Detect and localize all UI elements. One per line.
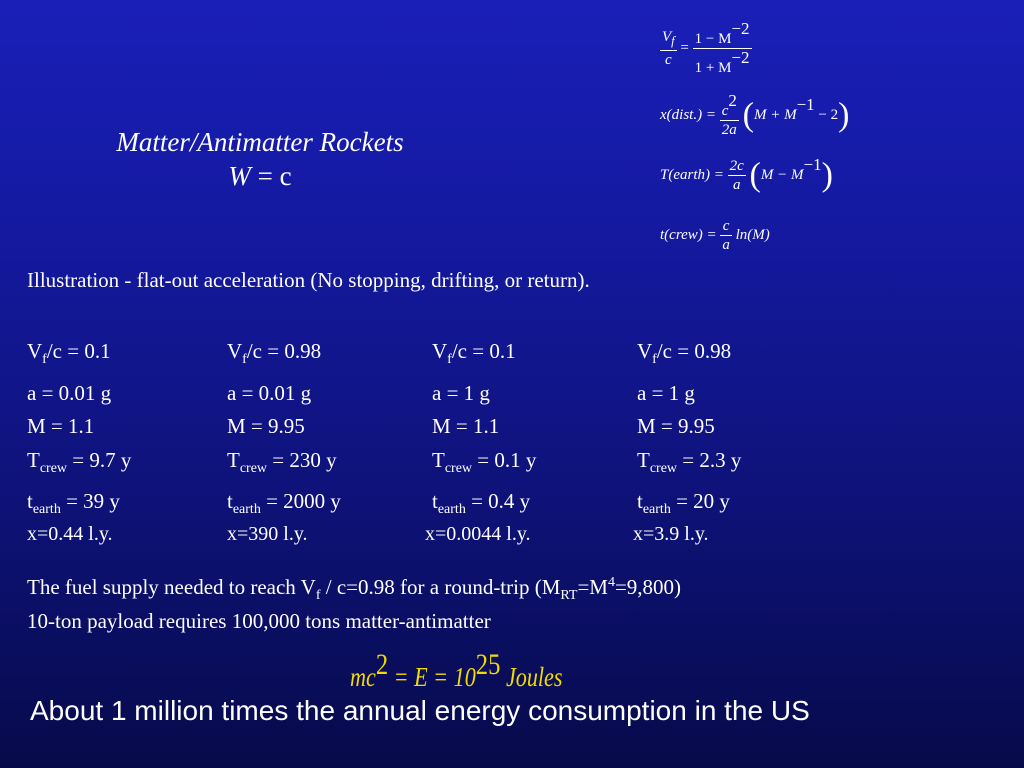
slide-title — [40, 125, 480, 193]
mass-ratio: M = 9.95 — [637, 414, 715, 438]
distance: x=0.0044 l.y. — [425, 522, 531, 545]
acceleration: a = 1 g — [432, 380, 490, 405]
mass-ratio: M = 1.1 — [27, 414, 95, 438]
scenario-column-2 — [227, 335, 341, 551]
mass-ratio: M = 9.95 — [227, 414, 305, 438]
scenario-column-1 — [27, 335, 131, 551]
velocity-ratio: $V_f/c = 0.98$ — [227, 339, 322, 367]
acceleration: a = 1 g — [637, 380, 695, 405]
crew-time: $T_{crew} = 2.3$ y — [637, 447, 742, 476]
crew-time: $T_{crew} = 0.1$ y — [432, 447, 537, 476]
scenario-column-4 — [633, 335, 742, 551]
crew-time: $T_{crew} = 230$ y — [227, 447, 337, 476]
conclusion-text: About 1 million times the annual energy consumption in the US — [30, 695, 810, 726]
fuel-supply-text: The fuel supply needed to reach $V_f / c=0.98$ for a round-trip $(M_{RT}=M^4=9,800)$ — [27, 575, 682, 603]
earth-time: $t_{earth} = 2000$ y — [227, 489, 341, 517]
earth-time: $t_{earth} = 0.4$ y — [432, 489, 531, 517]
mass-ratio: M = 1.1 — [432, 414, 500, 438]
earth-time: $t_{earth} = 39$ y — [27, 489, 120, 517]
equation-earth-time: T(earth) = $\frac{2c}{a}$ (M − M−1) — [660, 155, 833, 194]
distance: x=390 l.y. — [227, 522, 308, 545]
distance: x=3.9 l.y. — [633, 522, 709, 545]
crew-time: $T_{crew} = 9.7$ y — [27, 447, 132, 476]
velocity-ratio: $V_f/c = 0.1$ — [432, 339, 516, 367]
distance: x=0.44 l.y. — [27, 522, 113, 545]
acceleration: a = 0.01 g — [27, 380, 112, 405]
title-line-1: Matter/Antimatter Rockets — [116, 127, 404, 157]
equation-velocity-ratio: $\frac{V_f}{c}$ = $\frac{1 - M-2}{1 + M-2}$ — [662, 19, 750, 76]
payload-text: 10-ton payload requires 100,000 tons matter-antimatter — [27, 609, 491, 633]
equation-crew-time: t(crew) = $\frac{c}{a}$ ln(M) — [660, 218, 770, 253]
scenario-column-3 — [425, 335, 537, 551]
illustration-text: Illustration - flat-out acceleration (No stopping, drifting, or return). — [27, 268, 590, 292]
title-line-2: W = c — [228, 161, 292, 191]
velocity-ratio: $V_f/c = 0.98$ — [637, 339, 732, 367]
earth-time: $t_{earth} = 20$ y — [637, 489, 730, 517]
energy-equation: mc2 = E = 1025 Joules — [350, 648, 563, 692]
equation-distance: x(dist.) = $\frac{c2}{2a}$ (M + M−1 − 2) — [660, 91, 850, 138]
acceleration: a = 0.01 g — [227, 380, 312, 405]
velocity-ratio: $V_f/c = 0.1$ — [27, 339, 111, 367]
